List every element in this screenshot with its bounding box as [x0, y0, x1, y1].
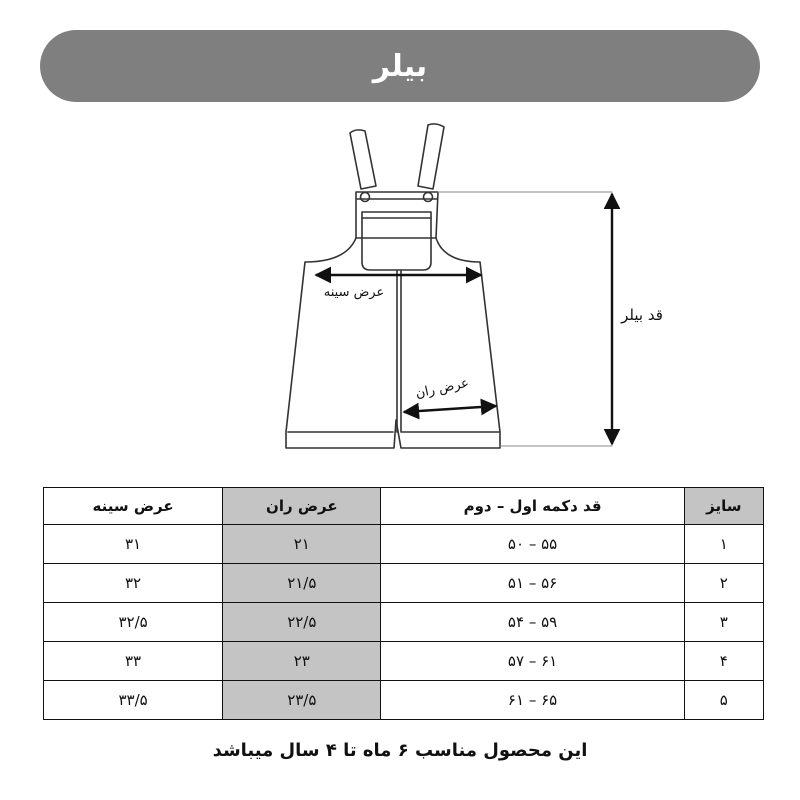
cell-size: ۳ [684, 603, 763, 642]
cell-thigh-width: ۲۱ [223, 525, 381, 564]
cell-thigh-width: ۲۳/۵ [223, 681, 381, 720]
page-title: بیلر [372, 48, 428, 84]
cell-chest-width: ۳۱ [44, 525, 223, 564]
overall-diagram [0, 110, 800, 470]
cell-size: ۱ [684, 525, 763, 564]
cell-button-length: ۶۵ – ۶۱ [381, 681, 684, 720]
age-range-note: این محصول مناسب ۶ ماه تا ۴ سال میباشد [212, 740, 588, 761]
cell-chest-width: ۳۳ [44, 642, 223, 681]
cell-thigh-width: ۲۳ [223, 642, 381, 681]
cell-chest-width: ۳۲/۵ [44, 603, 223, 642]
title-bar [40, 30, 760, 102]
cell-size: ۵ [684, 681, 763, 720]
chest-width-label: عرض سینه [323, 285, 385, 300]
header-size: سایز [684, 488, 763, 525]
cell-button-length: ۶۱ – ۵۷ [381, 642, 684, 681]
cell-button-length: ۵۹ – ۵۴ [381, 603, 684, 642]
table-row [44, 681, 764, 720]
right-strap [418, 124, 444, 189]
cell-thigh-width: ۲۲/۵ [223, 603, 381, 642]
button-left-icon [361, 193, 370, 202]
table-header-row [44, 488, 764, 525]
cell-chest-width: ۳۲ [44, 564, 223, 603]
cell-size: ۴ [684, 642, 763, 681]
table-row [44, 642, 764, 681]
cell-chest-width: ۳۳/۵ [44, 681, 223, 720]
length-label: قد بیلر [621, 306, 663, 324]
size-table [43, 487, 764, 720]
button-right-icon [424, 193, 433, 202]
table-row [44, 603, 764, 642]
thigh-width-label: عرض ران [414, 375, 471, 402]
header-button-length: قد دکمه اول – دوم [381, 488, 684, 525]
header-chest-width: عرض سینه [44, 488, 223, 525]
left-strap [350, 130, 376, 189]
cell-size: ۲ [684, 564, 763, 603]
cell-button-length: ۵۶ – ۵۱ [381, 564, 684, 603]
header-thigh-width: عرض ران [223, 488, 381, 525]
cell-thigh-width: ۲۱/۵ [223, 564, 381, 603]
thigh-width-arrow [404, 406, 496, 412]
table-row [44, 564, 764, 603]
pocket [362, 212, 431, 270]
table-row [44, 525, 764, 564]
cell-button-length: ۵۵ – ۵۰ [381, 525, 684, 564]
